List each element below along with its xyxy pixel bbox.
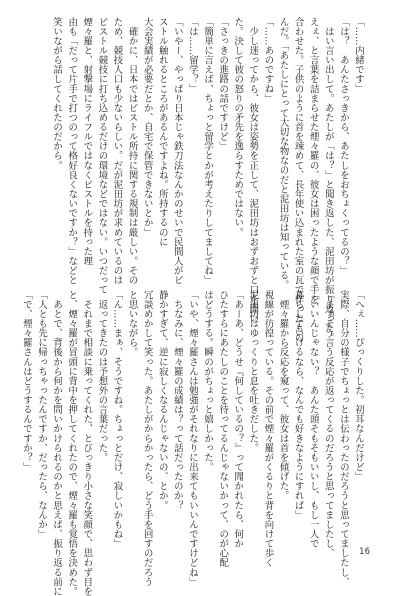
text-line: 「まぁそう言う反応が返ってくるのだろうと思ってましたし、 [322, 290, 334, 558]
text-line: はどうする。瞬のがちょっと嬉しかった。 [202, 290, 214, 472]
text-line: えぇ、と言葉を詰まらせた煙々羅の、彼女は困ったような顔で手を [307, 17, 319, 305]
text-line: 「あーあ、どうせ『何しているの？』って聞かれたら、何か [232, 290, 244, 549]
text-line: 「人とも先に帰っちゃったんですか、だったら、なんか」 [36, 290, 48, 539]
text-line: と、煙々羅が冒頭に背中を押してくれたので、煙々羅も覚悟を決めた。 [66, 290, 78, 596]
text-line: 実際、自分の様子でちょっとは伝わったのだろうと思ってましたし、 [337, 290, 349, 587]
text-line: 煙々羅と、射撃場にライフルではなくピストルを持った理 [81, 17, 93, 266]
text-line: 暮らしていけるなら、なんでも好きなようにすれば」 [292, 290, 304, 520]
text-line: 「……あのですね」 [262, 17, 274, 104]
text-line: 「さっきの進路の話ですけど」 [217, 17, 229, 151]
text-line: 少し迷ってから、彼女は姿勢を正して、泥田坊はおずおずと口を開い [247, 17, 259, 324]
text-line: それまで相談に乗ってくれた、とびっきり小さな笑顔で、思わず目を [81, 290, 93, 596]
text-line: 大会実績が必要だとか、自宅で保管できないとか」 [141, 17, 153, 238]
text-line: ちなみに、煙々羅の成績は？って話だったのか？ [171, 290, 183, 511]
text-line: た。決して彼の怒りの矛先を逸らすためではない。 [232, 17, 244, 238]
text-line: 煙々羅から反応を窺って、彼女は首を傾げた。 [277, 290, 289, 501]
text-line: 「いいんじゃない？ あんた頭そもそもいいし、もし一人で [307, 290, 319, 549]
text-line: 「簡単に言えば、ちょっと留学とかが考えたりしてましてね」 [202, 17, 214, 285]
page-number: 16 [359, 547, 370, 557]
text-line: 合わせた。子供のように首を竦めて、長年使い込まれた室の瓦で作ったもの [292, 17, 304, 343]
text-line: ピストル競技に打ち込めるだけの環境などではない。いつだって [96, 17, 108, 295]
text-line: あとで、背後から何かを問いかけられるのかと思えば、振り返る前に [51, 290, 63, 596]
text-line: 泥田坊はゆっくりと息を吐きだした。 [247, 290, 259, 453]
text-line: ひたすらにあたしのことを待ってるんじゃないかって、のが心配 [217, 290, 229, 568]
text-line: 「いや、煙々羅さんは勉強がそれなりに出来てもいいんですけどね」 [186, 290, 198, 587]
text-line: 「で、煙々羅さんはどうするんですか？」 [20, 290, 32, 472]
text-line: 「いやー、やっぱり日本じゃ鉄刀法なんかのせいで民間人がピ [171, 17, 183, 285]
text-line: 冗談めかして笑った。あたしがからかったら、どう手を回すのだろう [141, 290, 153, 587]
text-line: 「へぇ……ぴっくりした。初耳なんだけど」 [353, 290, 364, 482]
text-line: 確かに、日本ではピストル所持に関する規制は厳しい。その [126, 17, 138, 285]
text-line: ため、競技人口も少ないらしい。だが泥田坊が求めているのは [111, 17, 123, 285]
text-line: と思いながら。 [126, 290, 138, 357]
text-line: 「は……留学？」 [186, 17, 198, 94]
text-line: んだ。「あたしにとって大切な物なのだと泥田坊は知っている。 [277, 17, 289, 290]
text-line: 静かすぎて、逆に寂しくなるんじゃないの、とか。 [156, 290, 168, 511]
text-line: ストル触れるところがあるんですよね。所持するのに [156, 17, 168, 247]
text-line: 「……内緒です」 [353, 17, 364, 94]
text-line: 視線が彷徨っている。その前で煙々羅がくるりと背を向けて歩く [262, 290, 274, 568]
text-line: 由も「だって片手で打つのって格好良くないですか？」などと [66, 17, 78, 285]
text-line: 返ってきたのは予想外の言葉だった。 [96, 290, 108, 463]
text-line: 笑いながら話してくれたのだから。 [51, 17, 63, 171]
text-line: 「ん……まぁ、そうですね。ちょっとだけ、寂しいかもね」 [111, 290, 123, 549]
text-line: はい言い出して。あたしが「は？」と聞き返した、泥田坊が振り返った。 [322, 17, 334, 343]
text-line: 「は？ あんたさっきから、あたしをおちょくってるの？」 [337, 17, 349, 276]
